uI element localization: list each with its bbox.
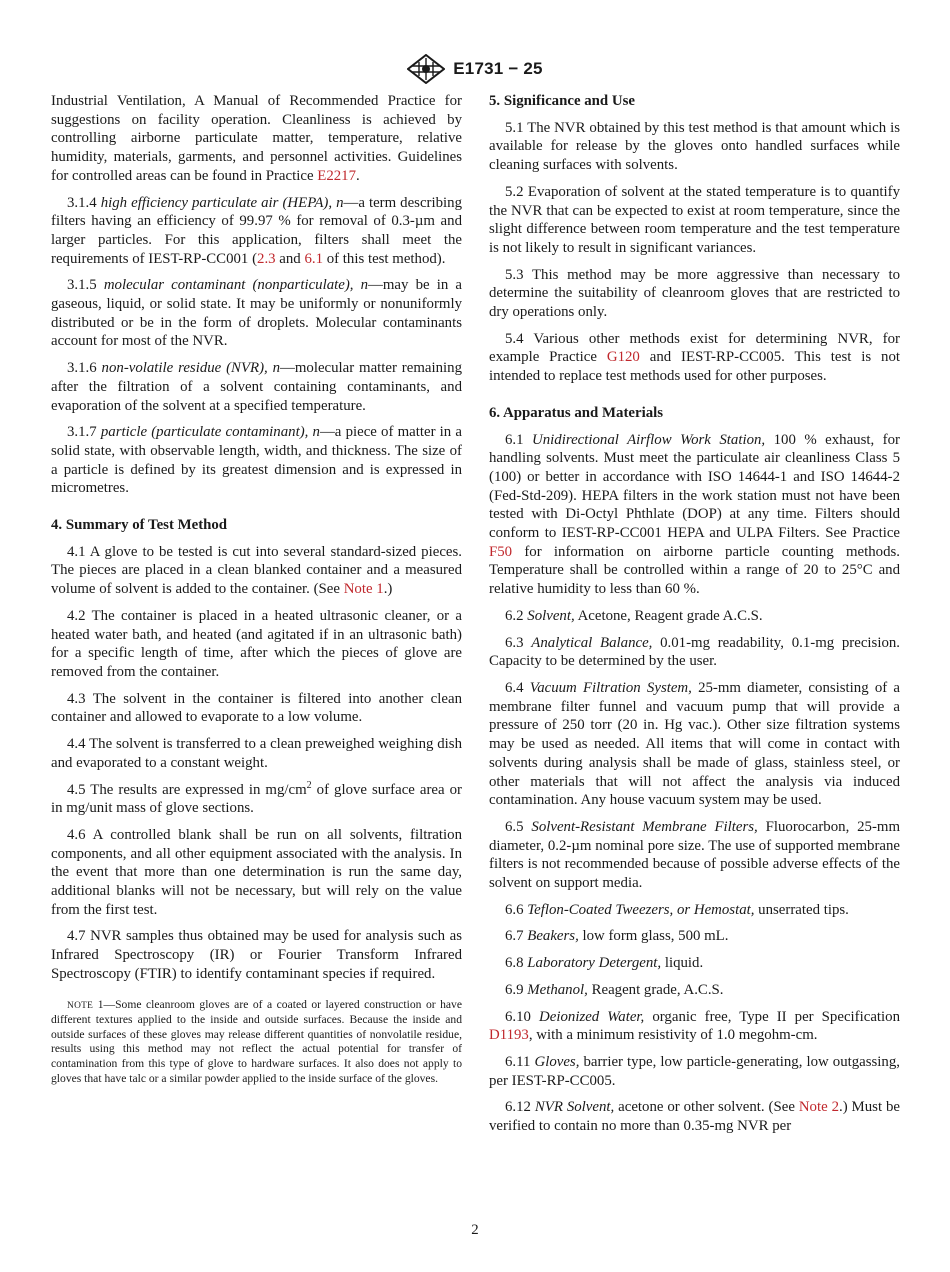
page-header — [0, 54, 950, 84]
paragraph-6-10: 6.10 Deionized Water, organic free, Type II per Specification D1193, with a minimum resistivity of 1.0 megohm-cm. — [489, 1008, 900, 1044]
paragraph-6-1: 6.1 Unidirectional Airflow Work Station, 100 % exhaust, for handling solvents. Must meet the particulate air cleanliness Class 5 (100) or better in accordance with ISO 14644-1 and ISO 14644-2 (Fed-Std-209). HEPA filters in the work station must not have been tested with Di-Octyl Phthlate (DOP) at any time. Filters should conform to IEST-RP-CC001 HEPA and ULPA Filters. See Practice F50 for information on airborne particle counting methods. Temperature shall be controlled within a range of 20 to 25°C and relative humidity to less than 60 %. — [489, 431, 900, 598]
paragraph-6-6: 6.6 Teflon-Coated Tweezers, or Hemostat, unserrated tips. — [505, 901, 849, 918]
paragraph-6-2: 6.2 Solvent, Acetone, Reagent grade A.C.S. — [505, 607, 763, 624]
paragraph-6-11: 6.11 Gloves, barrier type, low particle-generating, low outgassing, per IEST-RP-CC005. — [489, 1053, 900, 1089]
paragraph-6-3: 6.3 Analytical Balance, 0.01-mg readability, 0.1-mg precision. Capacity to be determined by the user. — [489, 634, 901, 670]
paragraph-4-4: 4.4 The solvent is transferred to a clean preweighed weighing dish and evaporated to a constant weight. — [51, 736, 462, 771]
link-2-3[interactable]: 2.3 — [257, 250, 276, 267]
link-f50[interactable]: F50 — [489, 543, 513, 560]
paragraph-3-1-5: 3.1.5 molecular contaminant (nonparticulate), n—may be in a gaseous, liquid, or solid state. It may be uniformly or nonuniformly distributed or be in the form of droplets. Molecular contaminants account for most of the NVR. — [51, 277, 462, 350]
paragraph-6-5: 6.5 Solvent-Resistant Membrane Filters, Fluorocarbon, 25-mm diameter, 0.2-µm nominal pore size. The use of supported membrane filters is not recommended because of possible adverse effects of the solvent on support media. — [489, 818, 900, 892]
document-designation: E1731 − 25 — [453, 59, 543, 78]
note-1: NOTE 1—Some cleanroom gloves are of a coated or layered construction or have different textures applied to the inside and outside surfaces. Because the inside and outside surfaces of these gloves may release different quantities of nonvolatile residue, results using this method may not reflect the actual potential for transfer of contamination from this type of glove to hardware surfaces. It also does not apply to gloves that have talc or a similar powder applied to the inside surface of the gloves. — [51, 997, 462, 1085]
astm-logo-icon — [407, 54, 445, 84]
paragraph-3-1-6: 3.1.6 non-volatile residue (NVR), n—molecular matter remaining after the filtration of a solvent containing contaminants, and evaporation of the solvent at a specified temperature. — [51, 360, 462, 414]
page-number: 2 — [471, 1222, 479, 1238]
paragraph-6-12: 6.12 NVR Solvent, acetone or other solvent. (See Note 2.) Must be verified to contain no more than 0.35-mg NVR per — [489, 1099, 900, 1135]
link-6-1[interactable]: 6.1 — [304, 250, 323, 267]
paragraph-intro: Industrial Ventilation, A Manual of Recommended Practice for suggestions on facility operation. Cleanliness is achieved by controlling airborne particulate matter, temperature, relative humidity, materials, garments, and personnel activities. Guidelines for controlled areas can be found in Practice E2217. — [51, 93, 462, 184]
paragraph-4-6: 4.6 A controlled blank shall be run on all solvents, filtration components, and all other equipment associated with the analysis. In the event that more than one determination is run the same day, additional blanks will not be necessary, but will rely on the value from the first test. — [51, 826, 462, 918]
paragraph-6-8: 6.8 Laboratory Detergent, liquid. — [505, 955, 704, 972]
paragraph-5-3: 5.3 This method may be more aggressive than necessary to determine the suitability of cleanroom gloves that are restricted to dry operations only. — [489, 266, 900, 321]
paragraph-6-9: 6.9 Methanol, Reagent grade, A.C.S. — [505, 981, 724, 998]
paragraph-3-1-4: 3.1.4 high efficiency particulate air (HEPA), n—a term describing filters having an efficiency of 99.97 % for removal of 0.3-µm and larger particles. For this application, filters shall meet the requirements of IEST-RP-CC001 (2.3 and 6.1 of this test method). — [51, 194, 462, 267]
link-note-1[interactable]: Note 1 — [343, 581, 384, 598]
paragraph-5-4: 5.4 Various other methods exist for determining NVR, for example Practice G120 and IEST-RP-CC005. This test is not intended to replace test methods used for other purposes. — [489, 330, 900, 385]
paragraph-5-1: 5.1 The NVR obtained by this test method is that amount which is available for release by the gloves onto handled surfaces while cleaning surfaces with solvents. — [489, 119, 900, 174]
paragraph-4-2: 4.2 The container is placed in a heated ultrasonic cleaner, or a heated water bath, and heated (and agitated if in an ultrasonic bath) for a specific length of time, after which the pieces of glove are removed from the container. — [51, 607, 462, 680]
section-4-heading: 4. Summary of Test Method — [51, 517, 228, 534]
paragraph-6-7: 6.7 Beakers, low form glass, 500 mL. — [505, 928, 729, 945]
paragraph-4-3: 4.3 The solvent in the container is filtered into another clean container and allowed to evaporate to a low volume. — [51, 690, 462, 726]
section-5-heading: 5. Significance and Use — [489, 93, 635, 109]
paragraph-4-1: 4.1 A glove to be tested is cut into several standard-sized pieces. The pieces are placed in a clean blanked container and a measured volume of solvent is added to the container. (See Note 1.) — [51, 543, 462, 598]
paragraph-3-1-7: 3.1.7 particle (particulate contaminant), n—a piece of matter in a solid state, with observable length, width, and thickness. The size of a particle is defined by its greatest dimension and is expressed in micrometres. — [51, 424, 462, 497]
paragraph-6-4: 6.4 Vacuum Filtration System, 25-mm diameter, consisting of a membrane filter funnel and vacuum pump that will provide a pressure of 250 torr (20 in. Hg vac.). Other size filtration systems may be used as needed. All items that will come in contact with solvents during analysis shall be made of glass, stainless steel, or other materials that will not affect the analysis via induced contamination. Any house vacuum system may be used. — [489, 679, 901, 809]
link-e2217[interactable]: E2217 — [317, 167, 357, 184]
paragraph-4-5: 4.5 The results are expressed in $mg/cm^2$ of glove surface area or in mg/unit mass of glove sections. — [51, 779, 462, 817]
paragraph-4-7: 4.7 NVR samples thus obtained may be used for analysis such as Infrared Spectroscopy (IR) or Fourier Transform Infrared Spectroscopy (FTIR) to identify contaminant species if required. — [51, 928, 462, 982]
link-d1193[interactable]: D1193 — [489, 1027, 529, 1044]
link-note-2[interactable]: Note 2 — [798, 1099, 839, 1116]
paragraph-5-2: 5.2 Evaporation of solvent at the stated temperature is to quantify the NVR that can be expected to exist at room temperature, since the slight difference between room temperature and the test temperature is not likely to result in significant variances. — [489, 183, 900, 256]
right-column — [489, 92, 900, 1144]
left-column — [51, 92, 462, 1094]
link-g120[interactable]: G120 — [606, 349, 640, 366]
section-6-heading: 6. Apparatus and Materials — [489, 404, 664, 421]
